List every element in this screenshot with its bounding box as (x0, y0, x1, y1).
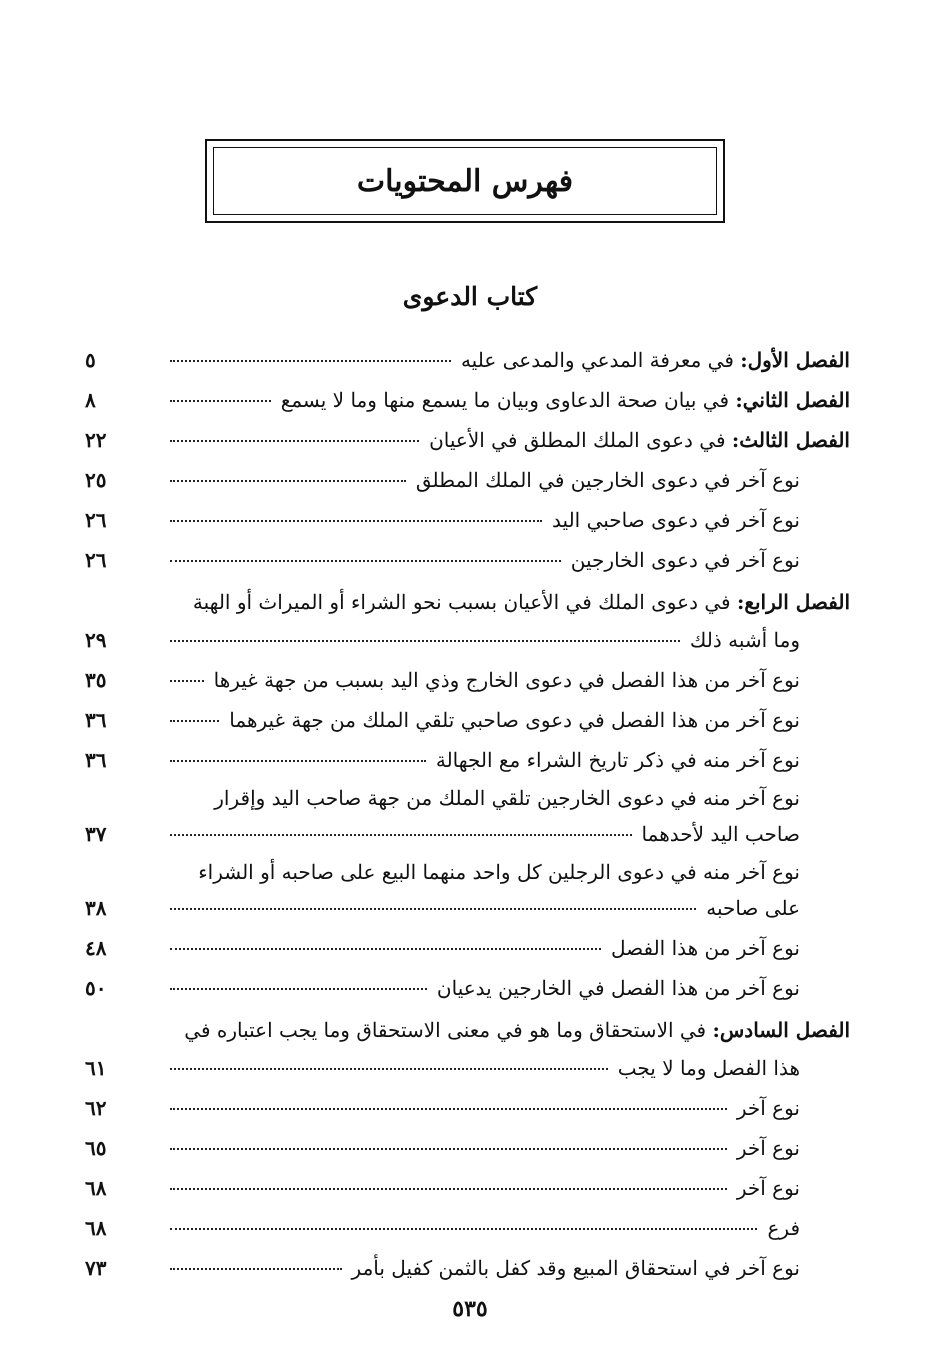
entry-text: فرع (767, 1216, 800, 1240)
entry-text: نوع آخر من هذا الفصل في دعوى صاحبي تلقي الملك من جهة غيرهما (229, 708, 800, 732)
page-number: ٨ (85, 388, 96, 412)
page-title: فهرس المحتويات (356, 163, 574, 199)
page-number: ٦١ (85, 1056, 107, 1080)
leader-dots (170, 987, 427, 990)
leader-dots (170, 1147, 727, 1150)
page-number: ٢٩ (85, 628, 107, 652)
toc-entry[interactable] (85, 692, 850, 732)
entry-text: نوع آخر منه في دعوى الخارجين تلقي الملك من جهة صاحب اليد وإقرار (214, 786, 800, 810)
toc-entry[interactable] (85, 372, 850, 412)
entry-text-continued: هذا الفصل وما لا يجب (617, 1056, 800, 1080)
chapter-label: الفصل الرابع: (736, 590, 850, 614)
leader-dots (170, 519, 542, 522)
page-number: ٤٨ (85, 936, 107, 960)
page-number: ٣٨ (85, 896, 107, 920)
leader-dots (170, 1267, 342, 1270)
table-of-contents (85, 332, 850, 1280)
toc-entry[interactable] (85, 810, 850, 846)
toc-entry[interactable] (85, 1080, 850, 1120)
page-number: ٣٥ (85, 668, 107, 692)
toc-entry-line[interactable] (85, 846, 850, 884)
leader-dots (170, 399, 271, 402)
leader-dots (170, 639, 680, 642)
entry-text: نوع آخر من هذا الفصل (610, 936, 800, 960)
page-number: ٣٧ (85, 822, 107, 846)
toc-entry[interactable] (85, 1042, 850, 1080)
toc-entry[interactable] (85, 1160, 850, 1200)
book-title: كتاب الدعوى (402, 282, 538, 311)
toc-entry[interactable] (85, 920, 850, 960)
toc-entry[interactable] (85, 532, 850, 572)
page-folio-number: ٥٣٥ (452, 1296, 488, 1322)
page-number: ٣٦ (85, 708, 107, 732)
page-number: ٧٣ (85, 1256, 107, 1280)
page-number: ٦٥ (85, 1136, 107, 1160)
toc-entry[interactable] (85, 884, 850, 920)
leader-dots (170, 679, 204, 682)
entry-text-continued: وما أشبه ذلك (689, 628, 800, 652)
leader-dots (170, 1067, 608, 1070)
entry-text: نوع آخر (736, 1096, 800, 1120)
toc-entry[interactable] (85, 1120, 850, 1160)
leader-dots (170, 759, 426, 762)
entry-text-continued: على صاحبه (706, 896, 800, 920)
leader-dots (170, 947, 601, 950)
entry-text: نوع آخر من هذا الفصل في دعوى الخارج وذي اليد بسبب من جهة غيرها (213, 668, 800, 692)
entry-text: نوع آخر في دعوى الخارجين (570, 548, 800, 572)
toc-entry-line[interactable] (85, 772, 850, 810)
toc-entry[interactable] (85, 412, 850, 452)
chapter-label: الفصل الثاني: (735, 388, 850, 412)
chapter-label: الفصل السادس: (712, 1018, 850, 1042)
leader-dots (170, 439, 419, 442)
page-number: ٥٠ (85, 976, 107, 1000)
entry-text: في دعوى الملك المطلق في الأعيان (429, 428, 732, 452)
toc-entry[interactable] (85, 332, 850, 372)
title-frame (205, 139, 725, 223)
page-number: ٢٥ (85, 468, 107, 492)
toc-entry-line[interactable] (85, 1004, 850, 1042)
entry-text: نوع آخر (736, 1136, 800, 1160)
page-number: ٥ (85, 348, 96, 372)
toc-entry[interactable] (85, 1200, 850, 1240)
toc-entry[interactable] (85, 960, 850, 1000)
page-number: ٦٨ (85, 1216, 107, 1240)
leader-dots (170, 1107, 727, 1110)
entry-text: في دعوى الملك في الأعيان بسبب نحو الشراء أو الميراث أو الهبة (192, 590, 737, 614)
entry-text: في معرفة المدعي والمدعى عليه (460, 348, 741, 372)
toc-entry[interactable] (85, 452, 850, 492)
entry-text: نوع آخر منه في ذكر تاريخ الشراء مع الجهالة (435, 748, 800, 772)
toc-entry[interactable] (85, 492, 850, 532)
entry-text: نوع آخر في دعوى صاحبي اليد (552, 508, 800, 532)
entry-text: في بيان صحة الدعاوى وبيان ما يسمع منها وما لا يسمع (280, 388, 736, 412)
toc-entry[interactable] (85, 614, 850, 652)
page-number: ٦٢ (85, 1096, 107, 1120)
leader-dots (170, 359, 451, 362)
entry-text-continued: صاحب اليد لأحدهما (641, 822, 800, 846)
toc-entry[interactable] (85, 652, 850, 692)
leader-dots (170, 1227, 757, 1230)
leader-dots (170, 479, 406, 482)
entry-text: نوع آخر في دعوى الخارجين في الملك المطلق (415, 468, 800, 492)
toc-entry[interactable] (85, 1240, 850, 1280)
leader-dots (170, 1187, 727, 1190)
page-number: ٦٨ (85, 1176, 107, 1200)
page-number: ٢٦ (85, 508, 107, 532)
chapter-label: الفصل الثالث: (731, 428, 850, 452)
page-number: ٣٦ (85, 748, 107, 772)
leader-dots (170, 833, 632, 836)
entry-text: نوع آخر من هذا الفصل في الخارجين يدعيان (436, 976, 800, 1000)
leader-dots (170, 559, 561, 562)
entry-text: نوع آخر في استحقاق المبيع وقد كفل بالثمن كفيل بأمر (351, 1256, 800, 1280)
page-number: ٢٢ (85, 428, 107, 452)
chapter-label: الفصل الأول: (740, 348, 850, 372)
page-number: ٢٦ (85, 548, 107, 572)
entry-text: في الاستحقاق وما هو في معنى الاستحقاق وما يجب اعتباره في (184, 1018, 713, 1042)
leader-dots (170, 907, 696, 910)
toc-entry-line[interactable] (85, 576, 850, 614)
entry-text: نوع آخر منه في دعوى الرجلين كل واحد منهما البيع على صاحبه أو الشراء (198, 860, 800, 884)
entry-text: نوع آخر (736, 1176, 800, 1200)
toc-entry[interactable] (85, 732, 850, 772)
leader-dots (170, 719, 219, 722)
